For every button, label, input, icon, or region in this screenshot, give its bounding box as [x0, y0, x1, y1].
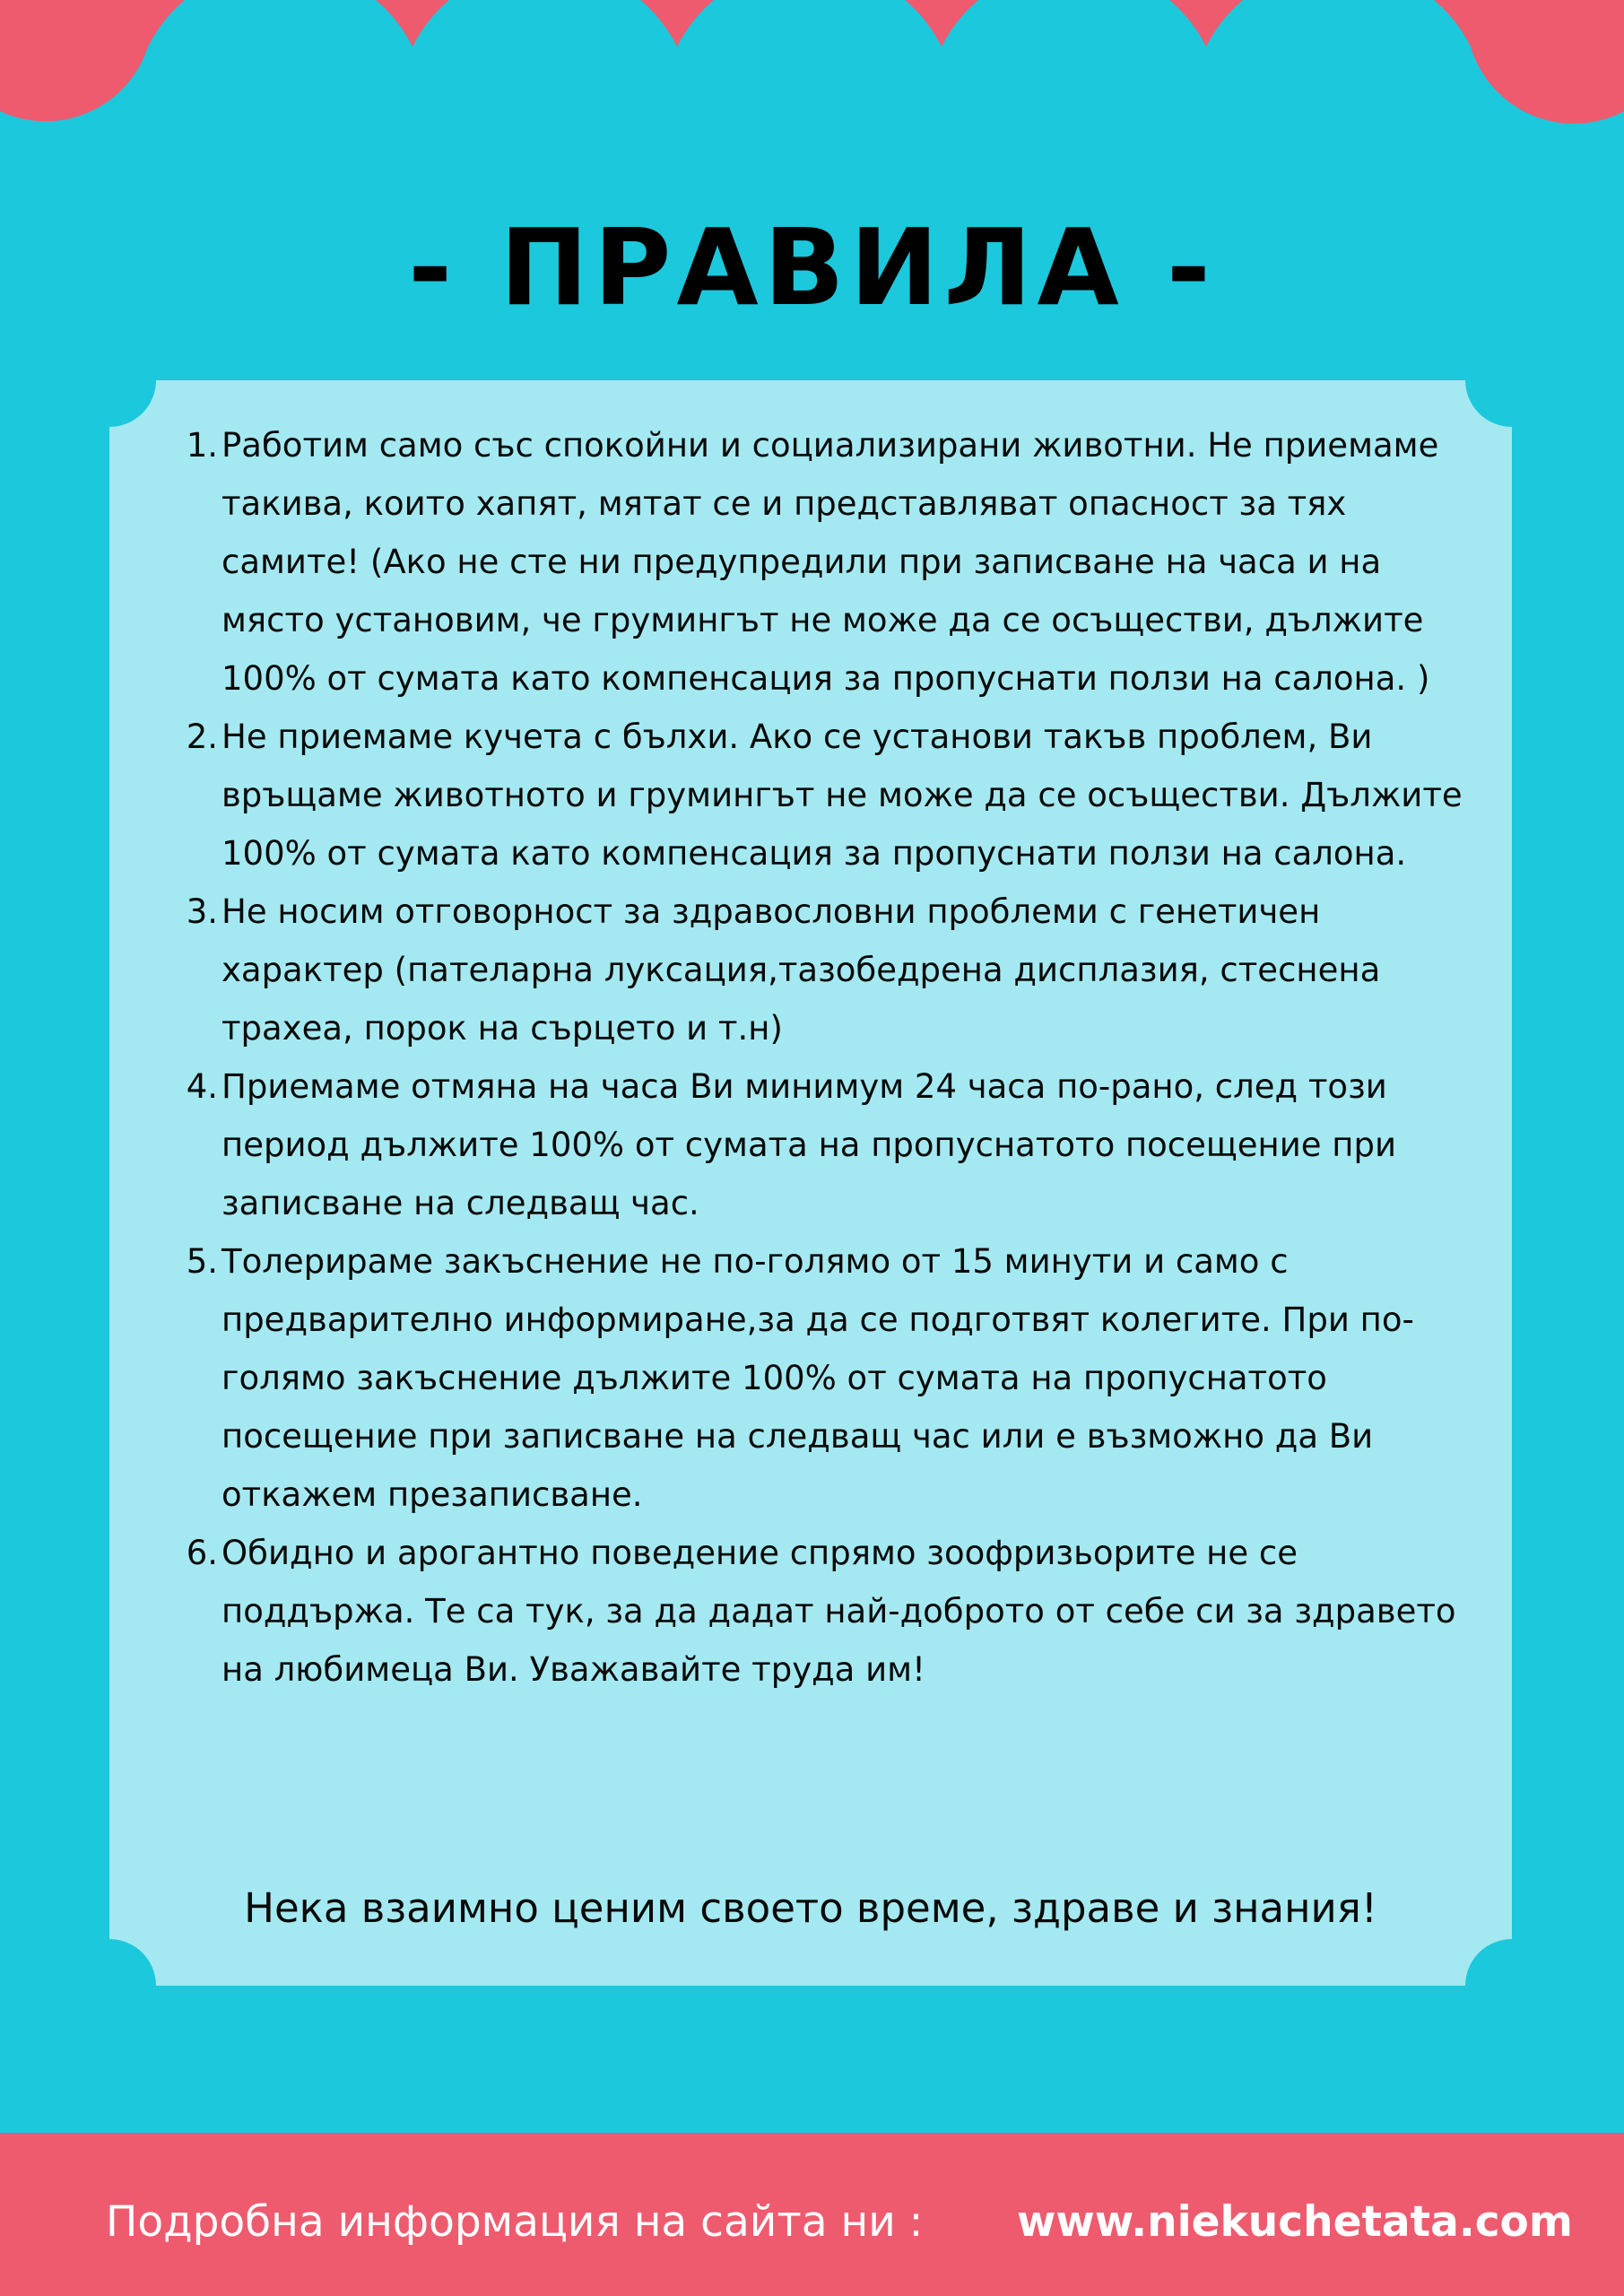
rule-text: Работим само със спокойни и социализирани животни. Не приемаме такива, които хапят, мятат се и представляват опасност за тях самите! (Ако не сте ни предупредили при записване на часа и на място установим, че грумингът не може да се осъществи, дължите 100% от сумата като компенсация за пропуснати ползи на салона. ): [221, 426, 1439, 698]
rule-number: 2.: [186, 718, 218, 756]
rule-number: 3.: [186, 892, 218, 931]
rule-number: 4.: [186, 1067, 218, 1106]
page-title: - ПРАВИЛА -: [408, 205, 1216, 329]
rule-number: 5.: [186, 1242, 218, 1281]
rule-text: Не приемаме кучета с бълхи. Ако се установи такъв проблем, Ви връщаме животното и грумингът не може да се осъществи. Дължите 100% от сумата като компенсация за пропуснати ползи на салона.: [221, 718, 1463, 873]
rule-text: Толерираме закъснение не по-голямо от 15 минути и само с предварително информиране,за да се подготвят колегите. При по-голямо закъснение дължите 100% от сумата на пропуснатото посещение при записване на следващ час или е възможно да Ви откажем презаписване.: [221, 1242, 1414, 1514]
rule-text: Не носим отговорност за здравословни проблеми с генетичен характер (пателарна луксация,тазобедрена дисплазия, стеснена трахеа, порок на сърцето и т.н): [221, 892, 1381, 1048]
footer-info-label: Подробна информация на сайта ни :: [106, 2197, 924, 2247]
rule-item: [166, 1232, 1484, 1524]
rule-text: Обидно и арогантно поведение спрямо зоофризьорите не се поддържа. Те са тук, за да дадат най-доброто от себе си за здравето на любимеца Ви. Уважавайте труда им!: [221, 1534, 1456, 1689]
rule-item: [166, 1524, 1484, 1699]
rule-number: 1.: [186, 426, 218, 465]
rule-item: [166, 708, 1484, 883]
closing-statement: Нека взаимно ценим своето време, здраве и знания!: [244, 1884, 1377, 1932]
rule-item: [166, 1057, 1484, 1232]
rule-text: Приемаме отмяна на часа Ви минимум 24 часа по-рано, след този период дължите 100% от сумата на пропуснатото посещение при записване на следващ час.: [221, 1067, 1397, 1222]
website-link[interactable]: www.niekuchetata.com: [1017, 2197, 1573, 2247]
rule-item: [166, 416, 1484, 708]
rules-list: [166, 416, 1484, 1699]
rule-item: [166, 883, 1484, 1057]
scalloped-top-border: [0, 0, 1624, 126]
rule-number: 6.: [186, 1534, 218, 1572]
